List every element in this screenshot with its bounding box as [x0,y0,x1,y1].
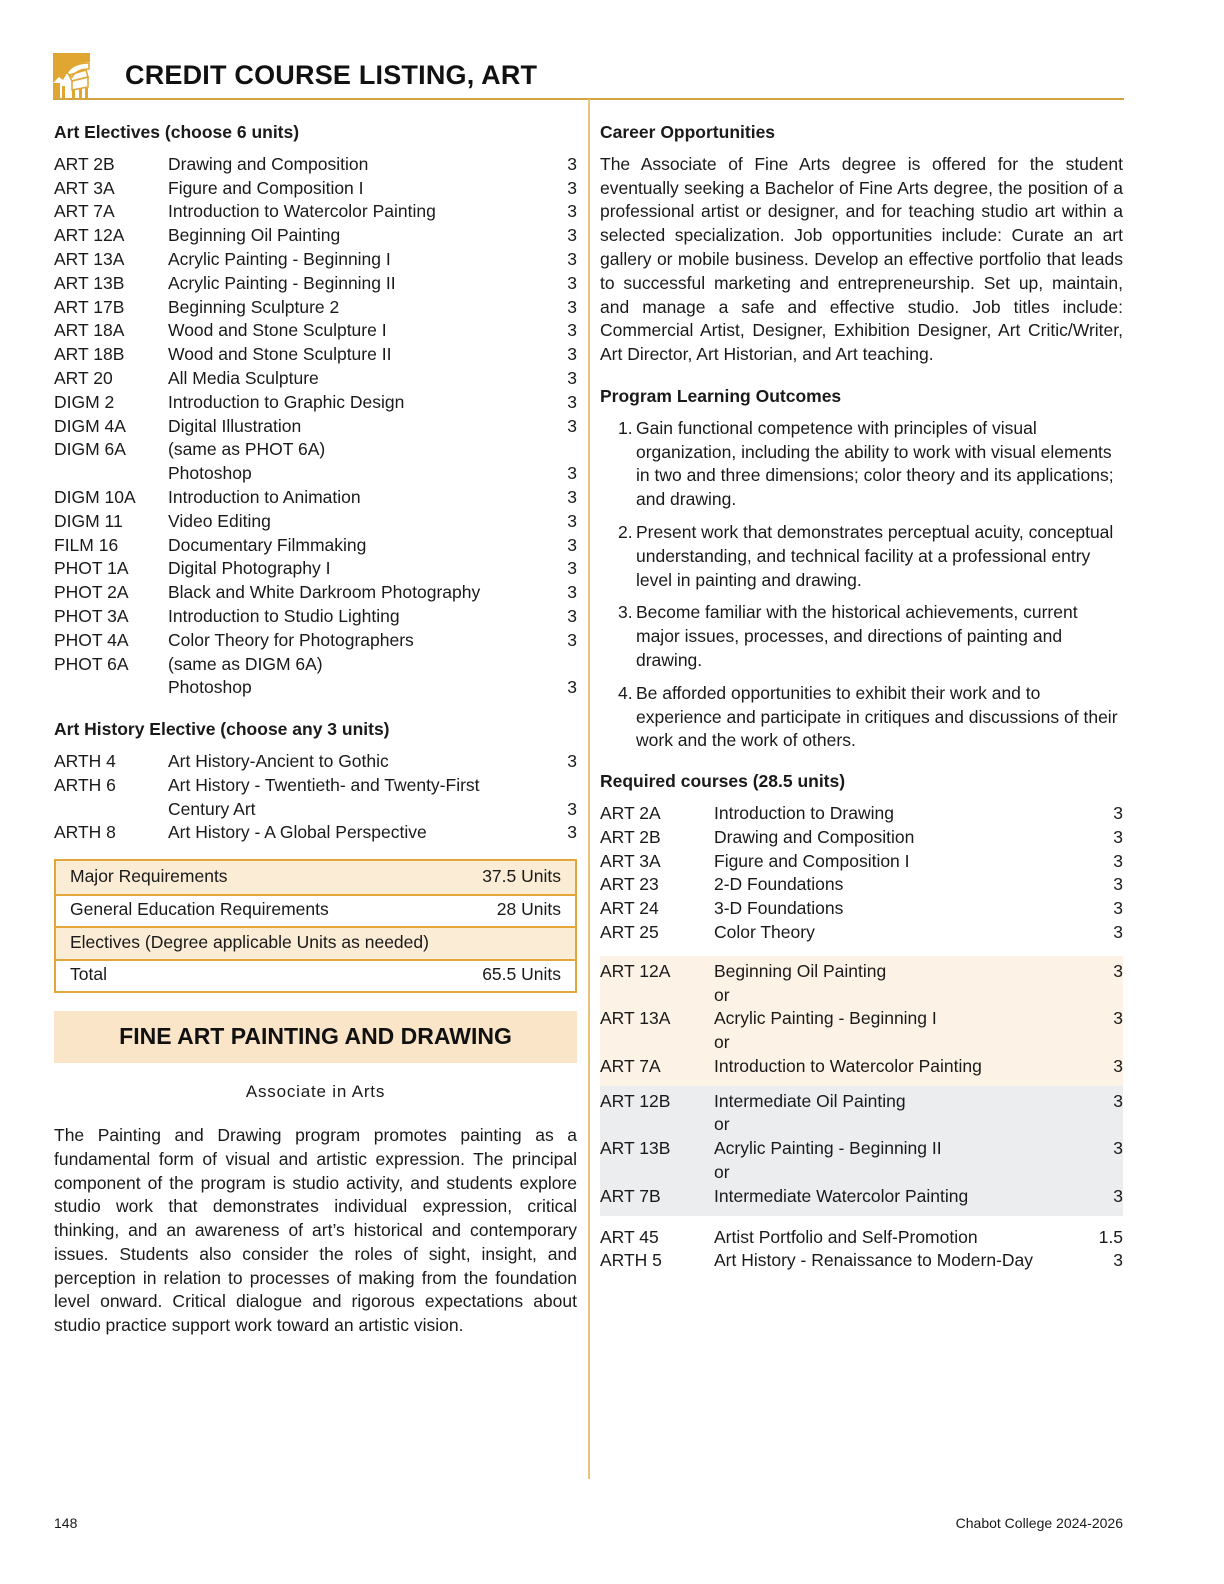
course-code: ART 7A [54,201,115,222]
course-title: Intermediate Oil Painting [714,1090,906,1111]
requirement-value: 37.5 Units [482,865,561,886]
course-row [54,319,577,343]
course-code: ART 20 [54,367,113,388]
course-code: ART 13B [54,272,125,293]
course-title: Introduction to Animation [168,486,361,507]
required-final-list [600,1216,1123,1281]
course-code: ART 17B [54,296,125,317]
course-title: Acrylic Painting - Beginning II [714,1138,942,1159]
course-row [54,438,577,462]
art-history-list [54,750,577,845]
course-row [600,1137,1123,1161]
requirement-value: 28 Units [496,899,561,920]
course-code: ART 13B [600,1138,671,1159]
course-row [600,1185,1123,1209]
course-row [600,1090,1123,1114]
course-title: Artist Portfolio and Self-Promotion [714,1226,978,1247]
course-code: DIGM 4A [54,415,126,436]
course-units: 3 [567,248,577,269]
course-code: DIGM 6A [54,439,126,460]
course-units: 1.5 [1098,1226,1123,1247]
course-title: Documentary Filmmaking [168,534,367,555]
course-units: 3 [1113,960,1123,981]
course-title: Art History - Renaissance to Modern-Day [714,1250,1033,1271]
course-title: 3-D Foundations [714,898,844,919]
course-code: DIGM 10A [54,486,136,507]
course-units: 3 [1113,1090,1123,1111]
course-title: Beginning Oil Painting [714,960,887,981]
course-units: 3 [1113,898,1123,919]
course-row [54,177,577,201]
required-courses-heading: Required courses (28.5 units) [600,771,846,792]
course-title: Digital Photography I [168,558,331,579]
course-row [54,272,577,296]
course-code: ART 25 [600,921,659,942]
course-units: 3 [567,534,577,555]
course-row [54,750,577,774]
course-units: 3 [567,605,577,626]
career-heading: Career Opportunities [600,122,776,142]
course-title: Intermediate Watercolor Painting [714,1185,969,1206]
publication-name: Chabot College 2024-2026 [955,1515,1123,1531]
outcome-text: Become familiar with the historical achievements, current major issues, processes, and directions of painting and drawing. [636,602,1078,670]
course-row [54,653,577,677]
course-row [600,850,1123,874]
course-units: 3 [567,582,577,603]
requirement-label: Major Requirements [70,865,228,886]
course-title: Acrylic Painting - Beginning II [168,272,396,293]
requirements-row [56,959,575,992]
course-units: 3 [567,463,577,484]
course-code: ART 7B [600,1185,661,1206]
choice-group-painting-1 [600,956,1123,1086]
course-code: ART 23 [600,874,659,895]
course-code: ART 12A [600,960,671,981]
course-code: FILM 16 [54,534,119,555]
course-row [600,1007,1123,1031]
art-electives-list [54,153,577,700]
course-units: 3 [567,822,577,843]
course-row [54,486,577,510]
course-code: PHOT 1A [54,558,129,579]
course-row [54,557,577,581]
course-title: Beginning Oil Painting [168,225,341,246]
course-title: Acrylic Painting - Beginning I [168,248,391,269]
requirement-label: Electives (Degree applicable Units as needed) [70,931,429,952]
course-units: 3 [567,486,577,507]
course-row [54,391,577,415]
course-title: Introduction to Studio Lighting [168,605,400,626]
course-title: Photoshop [168,677,252,698]
course-title: Color Theory [714,921,815,942]
course-row [54,534,577,558]
requirement-value: 65.5 Units [482,964,561,985]
course-code: PHOT 3A [54,605,129,626]
course-code: ART 18B [54,344,125,365]
outcomes-list [600,417,1123,753]
course-title: Drawing and Composition [714,826,915,847]
course-code: ART 13A [600,1008,671,1029]
course-title: 2-D Foundations [714,874,844,895]
course-title: Art History-Ancient to Gothic [168,750,389,771]
course-units: 3 [1113,921,1123,942]
course-code: ART 2B [600,826,661,847]
outcome-number: 2. [618,521,633,542]
course-title: Digital Illustration [168,415,302,436]
outcome-text: Be afforded opportunities to exhibit their work and to experience and participate in critiques and discussions of their work and the work of others. [636,682,1118,751]
course-code: PHOT 4A [54,629,129,650]
or-separator: or [714,1114,730,1135]
course-row [54,415,577,439]
course-row [54,248,577,272]
course-units: 3 [567,296,577,317]
course-units: 3 [567,367,577,388]
course-units: 3 [567,750,577,771]
outcome-item [600,682,1123,753]
course-title: Wood and Stone Sculpture I [168,320,387,341]
course-row [54,798,577,822]
course-code: ARTH 8 [54,822,116,843]
course-units: 3 [567,272,577,293]
course-units: 3 [1113,802,1123,823]
course-title: Introduction to Drawing [714,802,894,823]
course-units: 3 [1113,826,1123,847]
course-units: 3 [1113,1250,1123,1271]
course-row [54,774,577,798]
course-code: PHOT 2A [54,582,129,603]
course-row [54,296,577,320]
page-title: CREDIT COURSE LISTING, ART [125,60,538,90]
course-code: ART 3A [600,850,661,871]
art-history-heading: Art History Elective (choose any 3 units) [54,719,390,740]
column-divider [588,99,590,1479]
course-code: ART 45 [600,1226,659,1247]
outcome-item [600,417,1123,512]
course-units: 3 [1113,1185,1123,1206]
course-units: 3 [1113,850,1123,871]
course-title: Figure and Composition I [168,177,364,198]
course-code: ARTH 6 [54,774,116,795]
course-units: 3 [567,391,577,412]
outcome-number: 4. [618,682,633,703]
course-row [600,873,1123,897]
course-code: ARTH 4 [54,750,116,771]
requirements-row [56,861,575,894]
art-electives-heading: Art Electives (choose 6 units) [54,122,300,142]
course-code: ART 12B [600,1090,671,1111]
requirements-row [56,894,575,927]
course-title: Photoshop [168,463,252,484]
course-code: ARTH 5 [600,1250,662,1271]
course-row [600,1226,1123,1250]
course-row [600,897,1123,921]
course-row [600,1055,1123,1079]
course-title: Introduction to Watercolor Painting [714,1055,982,1076]
course-row [54,605,577,629]
course-title: Art History - A Global Perspective [168,822,427,843]
outcomes-heading: Program Learning Outcomes [600,385,842,406]
requirements-row [56,926,575,959]
course-code: ART 13A [54,248,125,269]
course-row [54,200,577,224]
course-code: ART 2B [54,153,115,174]
or-separator: or [714,984,730,1005]
outcome-text: Present work that demonstrates perceptual acuity, conceptual understanding, and technical facility at a professional entry level in painting and drawing. [636,521,1114,590]
course-row [600,1249,1123,1273]
course-title: (same as DIGM 6A) [168,653,323,674]
course-row [54,367,577,391]
course-units: 3 [567,677,577,698]
course-units: 3 [567,344,577,365]
career-text: The Associate of Fine Arts degree is offered for the student eventually seeking a Bachelor of Fine Arts degree, the position of a professional artist or designer, and for teaching studio art within a selected specialization. Job opportunities include: Curate an art gallery or mobile business. Develop an effective portfolio that leads to successful marketing and entrepreneurship. Set up, maintain, and manage a safe and effective studio. Job titles include: Commercial Artist, Designer, Exhibition Designer, Art Critic/Writer, Art Director, Art Historian, and Art teaching. [600,153,1123,365]
course-units: 3 [1113,874,1123,895]
course-row [600,826,1123,850]
course-title: Beginning Sculpture 2 [168,296,340,317]
course-title: Video Editing [168,510,271,531]
course-title: Art History - Twentieth- and Twenty-First [168,774,480,795]
outcome-text: Gain functional competence with principles of visual organization, including the ability to work with visual elements in two and three dimensions; color theory and its applications; and drawing. [636,417,1114,510]
course-code: ART 18A [54,320,125,341]
course-units: 3 [567,558,577,579]
or-separator: or [714,1162,730,1183]
course-code: PHOT 6A [54,653,129,674]
course-units: 3 [567,629,577,650]
requirements-table [54,859,577,993]
course-title: Drawing and Composition [168,153,369,174]
course-title: Figure and Composition I [714,850,910,871]
course-row [600,802,1123,826]
course-code: ART 7A [600,1055,661,1076]
course-units: 3 [567,415,577,436]
course-code: ART 2A [600,802,661,823]
course-units: 3 [567,510,577,531]
course-row [600,921,1123,945]
course-row [54,224,577,248]
course-title: Black and White Darkroom Photography [168,582,481,603]
course-title: All Media Sculpture [168,367,319,388]
course-title: (same as PHOT 6A) [168,439,326,460]
course-title: Introduction to Graphic Design [168,391,405,412]
college-logo-icon [53,53,90,98]
course-row [54,462,577,486]
course-code: ART 24 [600,898,659,919]
required-core-list [600,802,1123,945]
program-title-banner: FINE ART PAINTING AND DRAWING [54,1011,577,1063]
course-code: DIGM 2 [54,391,115,412]
outcome-item [600,601,1123,672]
course-code: ART 12A [54,225,125,246]
course-units: 3 [567,320,577,341]
page-number: 148 [54,1515,78,1531]
course-units: 3 [567,153,577,174]
right-column [600,121,1123,1280]
or-separator: or [714,1032,730,1053]
course-title: Wood and Stone Sculpture II [168,344,392,365]
course-units: 3 [1113,1008,1123,1029]
course-row [54,343,577,367]
requirement-label: Total [70,964,107,985]
course-row [54,821,577,845]
course-units: 3 [1113,1138,1123,1159]
course-row [54,153,577,177]
left-column [54,121,577,1338]
course-row [54,581,577,605]
course-units: 3 [567,798,577,819]
course-units: 3 [567,177,577,198]
outcome-number: 3. [618,602,633,623]
course-units: 3 [567,225,577,246]
course-title: Century Art [168,798,256,819]
course-title: Acrylic Painting - Beginning I [714,1008,937,1029]
course-title: Introduction to Watercolor Painting [168,201,436,222]
outcome-item [600,521,1123,592]
course-row [600,960,1123,984]
outcome-number: 1. [618,417,633,438]
course-units: 3 [1113,1055,1123,1076]
course-row [54,676,577,700]
course-row [54,510,577,534]
course-units: 3 [567,201,577,222]
program-degree: Associate in Arts [245,1082,386,1102]
course-code: ART 3A [54,177,115,198]
course-code: DIGM 11 [54,510,123,531]
course-title: Color Theory for Photographers [168,629,414,650]
course-row [54,629,577,653]
program-description: The Painting and Drawing program promotes painting as a fundamental form of visual and artistic expression. The principal component of the program is studio activity, and students explore studio work that demonstrates individual expression, critical thinking, and an awareness of art’s historical and contemporary issues. Students also consider the roles of sight, insight, and perception in relation to processes of making from the foundation level onward. Critical dialogue and rigorous expectations about studio practice support work toward an artistic vision. [54,1124,577,1336]
requirement-label: General Education Requirements [70,899,329,920]
choice-group-painting-2 [600,1086,1123,1216]
